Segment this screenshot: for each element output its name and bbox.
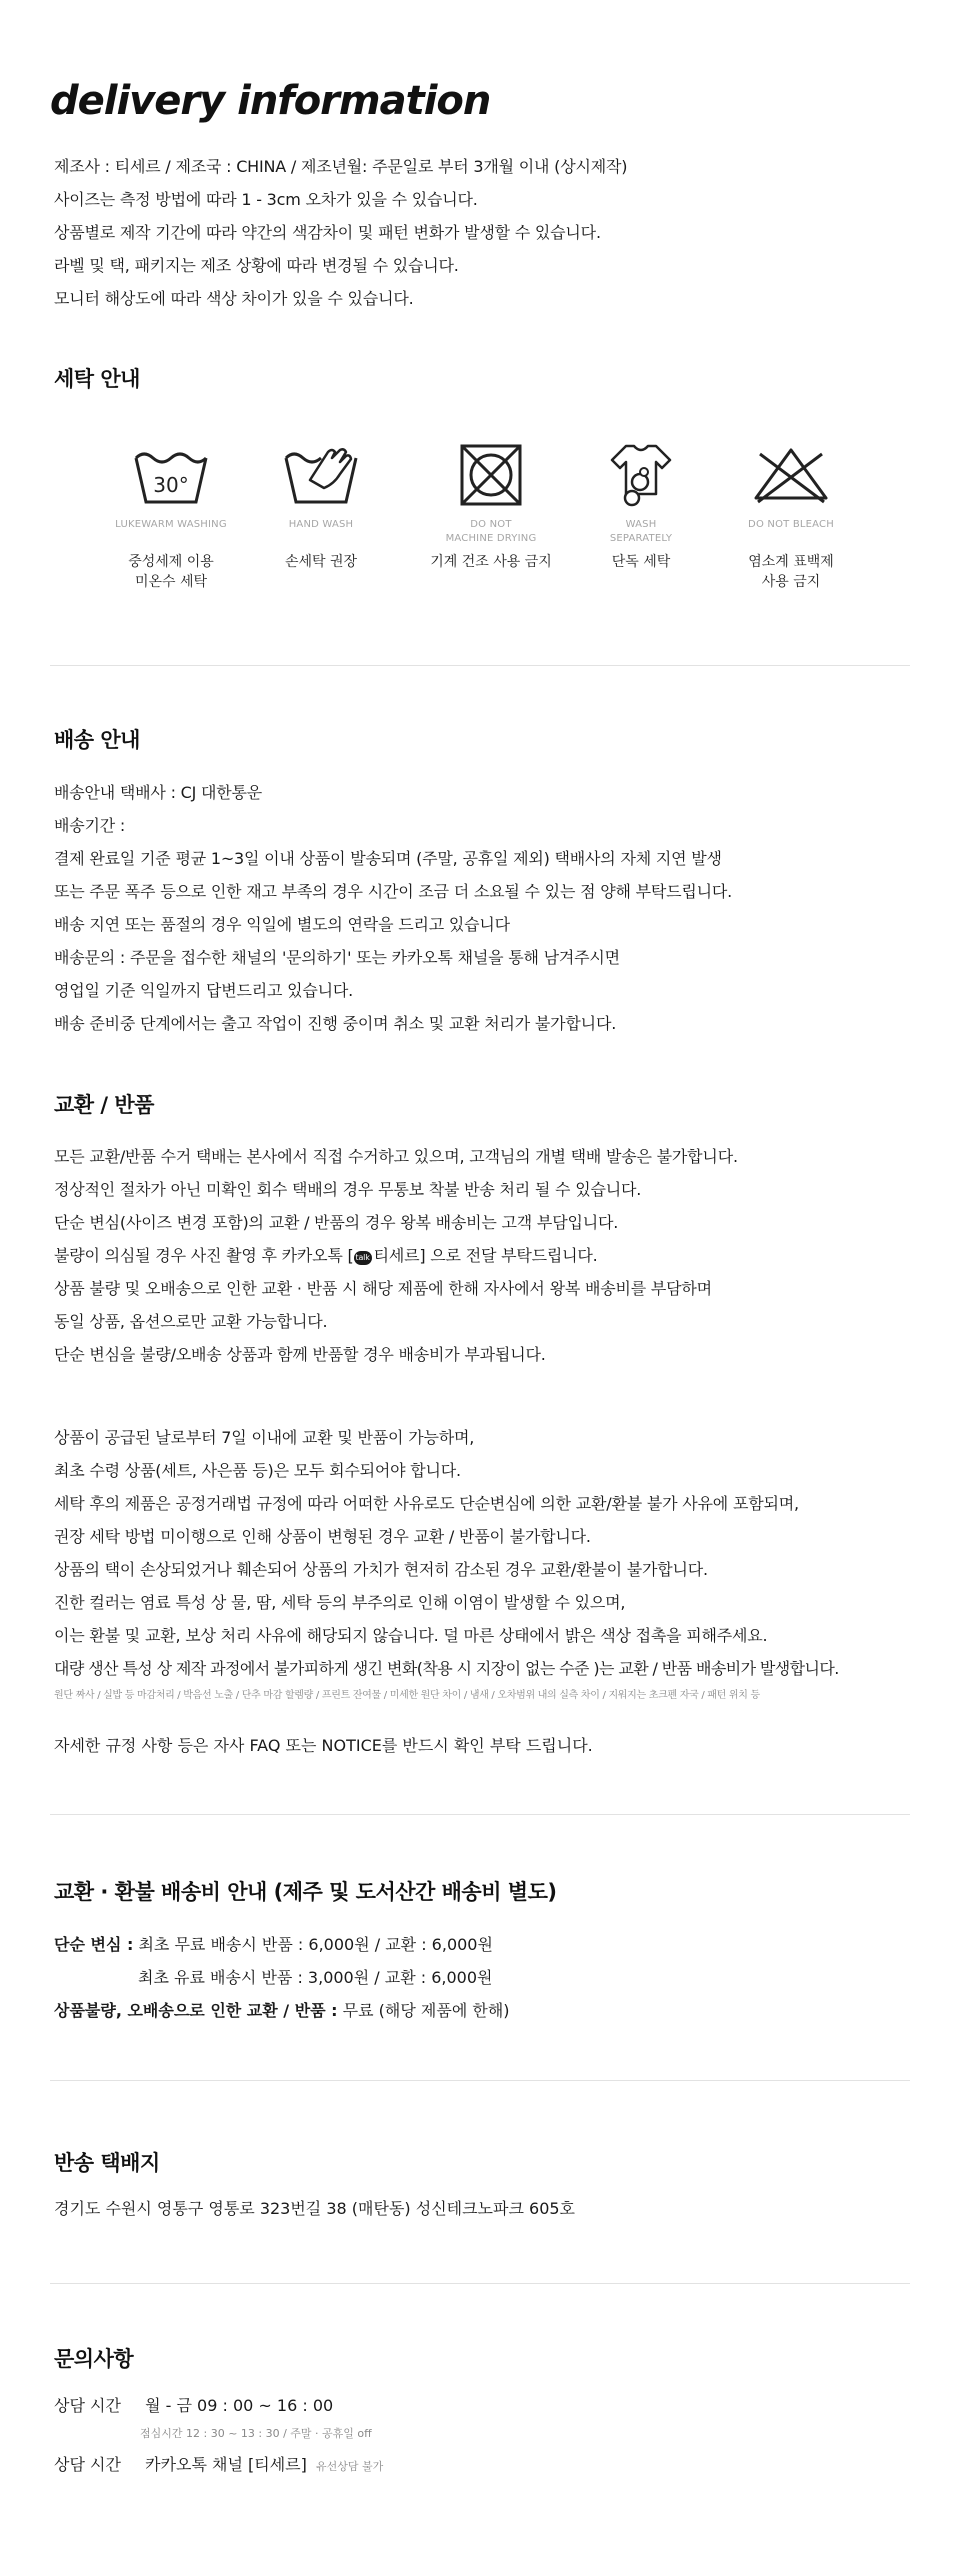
fee-title: 교환 · 환불 배송비 안내 (제주 및 도서산간 배송비 별도) [54, 1880, 557, 1904]
product-info-list [54, 150, 627, 315]
wash-separately-icon [596, 440, 686, 510]
list-item: 최초 수령 상품(세트, 사은품 등)은 모두 회수되어야 합니다. [54, 1461, 461, 1480]
list-item: 대량 생산 특성 상 제작 과정에서 불가피하게 생긴 변화(착용 시 지장이 없는 수준 )는 교환 / 반품 배송비가 발생합니다. [54, 1659, 839, 1678]
wash-30-icon [126, 440, 216, 510]
fee-row-value: 무료 (해당 제품에 한해) [337, 2001, 510, 2020]
list-item: 배송안내 택배사 : CJ 대한통운 [54, 783, 263, 802]
wash-item-lukewarm [96, 440, 246, 592]
list-item: 배송문의 : 주문을 접수한 채널의 '문의하기' 또는 카카오톡 채널을 통해 남겨주시면 [54, 948, 620, 967]
inquiry-label: 상담 시간 [54, 2455, 121, 2474]
fee-row-value: 최초 무료 배송시 반품 : 6,000원 / 교환 : 6,000원 [133, 1935, 493, 1954]
list-item: 영업일 기준 익일까지 답변드리고 있습니다. [54, 981, 354, 1000]
no-tumble-dry-icon [446, 440, 536, 510]
list-item: 상품별로 제작 기간에 따라 약간의 색감차이 및 패턴 변화가 발생할 수 있습니다. [54, 223, 601, 242]
small-note: 원단 짜사 / 실밥 등 마감처리 / 박음선 노출 / 단추 마감 할렘량 / 프린트 잔여물 / 미세한 원단 차이 / 냄새 / 오차범위 내의 실측 차이 / 지워지는 초크펜 자국 / 패턴 위치 등 [54, 1690, 760, 1701]
exchange-list-a [54, 1140, 738, 1371]
faq-line: 자세한 규정 사항 등은 자사 FAQ 또는 NOTICE를 반드시 확인 부탁 드립니다. [54, 1736, 593, 1755]
list-item: 권장 세탁 방법 미이행으로 인해 상품이 변형된 경우 교환 / 반품이 불가합니다. [54, 1527, 591, 1546]
wash-en-label: DO NOT [470, 519, 512, 530]
list-item: 상품 불량 및 오배송으로 인한 교환 · 반품 시 해당 제품에 한해 자사에서 왕복 배송비를 부담하며 [54, 1279, 712, 1298]
shipping-title: 배송 안내 [54, 728, 140, 752]
inquiry-no-phone-note: 유선상담 불가 [315, 2460, 384, 2473]
wash-item-separately [566, 440, 716, 572]
list-item: 정상적인 절차가 아닌 미확인 회수 택배의 경우 무통보 착불 반송 처리 될 수 있습니다. [54, 1180, 642, 1199]
no-bleach-icon [746, 440, 836, 510]
wash-en-label: HAND WASH [288, 519, 354, 530]
return-address-title: 반송 택배지 [54, 2151, 160, 2175]
inquiry-value: 카카오톡 채널 [티세르] [145, 2455, 307, 2474]
exchange-list-c [54, 1421, 839, 1685]
list-item: 모든 교환/반품 수거 택배는 본사에서 직접 수거하고 있으며, 고객님의 개별 택배 발송은 불가합니다. [54, 1147, 738, 1166]
inquiry-label: 상담 시간 [54, 2396, 121, 2415]
wash-ko-label: 손세탁 권장 [284, 554, 358, 570]
washing-title: 세탁 안내 [54, 367, 140, 391]
divider [50, 2080, 910, 2081]
wash-item-no-dry [416, 440, 566, 572]
photo-line-prefix: 불량이 의심될 경우 사진 촬영 후 카카오톡 [ [54, 1246, 354, 1265]
inquiry-row-hours [54, 2393, 333, 2416]
inquiry-lunch-note: 점심시간 12 : 30 ~ 13 : 30 / 주말 · 공휴일 off [140, 2427, 372, 2440]
wash-en-label: DO NOT BLEACH [748, 519, 834, 530]
list-item: 진한 컬러는 염료 특성 상 물, 땀, 세탁 등의 부주의로 인해 이염이 발생할 수 있으며, [54, 1593, 626, 1612]
wash-ko-label: 중성세제 이용 [128, 554, 214, 570]
divider [50, 2283, 910, 2284]
fee-row-label: 단순 변심 : [54, 1935, 134, 1954]
list-item: 사이즈는 측정 방법에 따라 1 - 3cm 오차가 있을 수 있습니다. [54, 190, 478, 209]
list-item: 단순 변심을 불량/오배송 상품과 함께 반품할 경우 배송비가 부과됩니다. [54, 1345, 546, 1364]
wash-ko-label: 미온수 세탁 [134, 574, 208, 590]
wash-en-label: LUKEWARM WASHING [115, 519, 227, 530]
list-item: 이는 환불 및 교환, 보상 처리 사유에 해당되지 않습니다. 덜 마른 상태에서 밝은 색상 접촉을 피해주세요. [54, 1626, 768, 1645]
wash-item-hand [246, 440, 396, 572]
hand-wash-icon [276, 440, 366, 510]
list-item: 모니터 해상도에 따라 색상 차이가 있을 수 있습니다. [54, 289, 414, 308]
list-item [54, 1239, 738, 1272]
wash-item-no-bleach [716, 440, 866, 592]
list-item: 배송 지연 또는 품절의 경우 익일에 별도의 연락을 드리고 있습니다 [54, 915, 510, 934]
divider [50, 1814, 910, 1815]
inquiry-value: 월 - 금 09 : 00 ~ 16 : 00 [145, 2396, 334, 2415]
list-item: 제조사 : 티세르 / 제조국 : CHINA / 제조년월: 주문일로 부터 3개월 이내 (상시제작) [54, 157, 628, 176]
wash-temp-label: 30° [153, 473, 189, 497]
list-item: 단순 변심(사이즈 변경 포함)의 교환 / 반품의 경우 왕복 배송비는 고객 부담입니다. [54, 1213, 619, 1232]
exchange-title: 교환 / 반품 [54, 1093, 154, 1117]
list-item: 상품이 공급된 날로부터 7일 이내에 교환 및 반품이 가능하며, [54, 1428, 475, 1447]
list-item: 또는 주문 폭주 등으로 인한 재고 부족의 경우 시간이 조금 더 소요될 수 있는 점 양해 부탁드립니다. [54, 882, 733, 901]
list-item: 상품의 택이 손상되었거나 훼손되어 상품의 가치가 현저히 감소된 경우 교환/환불이 불가합니다. [54, 1560, 708, 1579]
wash-ko-label: 염소계 표백제 [748, 554, 834, 570]
list-item: 라벨 및 택, 패키지는 제조 상황에 따라 변경될 수 있습니다. [54, 256, 459, 275]
wash-ko-label: 기계 건조 사용 금지 [430, 554, 552, 570]
washing-guide [96, 440, 876, 620]
kakao-talk-icon: talk [354, 1251, 372, 1265]
photo-line-suffix: 티세르] 으로 전달 부탁드립니다. [373, 1246, 598, 1265]
fee-row-paid: 최초 유료 배송시 반품 : 3,000원 / 교환 : 6,000원 [138, 1968, 493, 1987]
divider [50, 665, 910, 666]
wash-ko-label: 단독 세탁 [611, 554, 671, 570]
wash-en-label: SEPARATELY [609, 533, 673, 544]
return-address: 경기도 수원시 영통구 영통로 323번길 38 (매탄동) 성신테크노파크 605호 [54, 2199, 576, 2218]
fee-row-defect [54, 1998, 510, 2021]
wash-en-label: WASH [625, 519, 657, 530]
shipping-list [54, 776, 732, 1040]
inquiry-row-kakao [54, 2452, 383, 2475]
wash-en-label: MACHINE DRYING [445, 533, 537, 544]
list-item: 배송기간 : [54, 816, 126, 835]
fee-row-simple [54, 1932, 493, 1955]
inquiry-title: 문의사항 [54, 2347, 134, 2371]
wash-ko-label: 사용 금지 [761, 574, 821, 590]
list-item: 배송 준비중 단계에서는 출고 작업이 진행 중이며 취소 및 교환 처리가 불가합니다. [54, 1014, 617, 1033]
list-item: 세탁 후의 제품은 공정거래법 규정에 따라 어떠한 사유로도 단순변심에 의한 교환/환불 불가 사유에 포함되며, [54, 1494, 799, 1513]
list-item: 동일 상품, 옵션으로만 교환 가능합니다. [54, 1312, 328, 1331]
list-item: 결제 완료일 기준 평균 1~3일 이내 상품이 발송되며 (주말, 공휴일 제외) 택배사의 자체 지연 발생 [54, 849, 722, 868]
page-title: delivery information [50, 78, 491, 124]
fee-row-label: 상품불량, 오배송으로 인한 교환 / 반품 : [54, 2001, 338, 2020]
